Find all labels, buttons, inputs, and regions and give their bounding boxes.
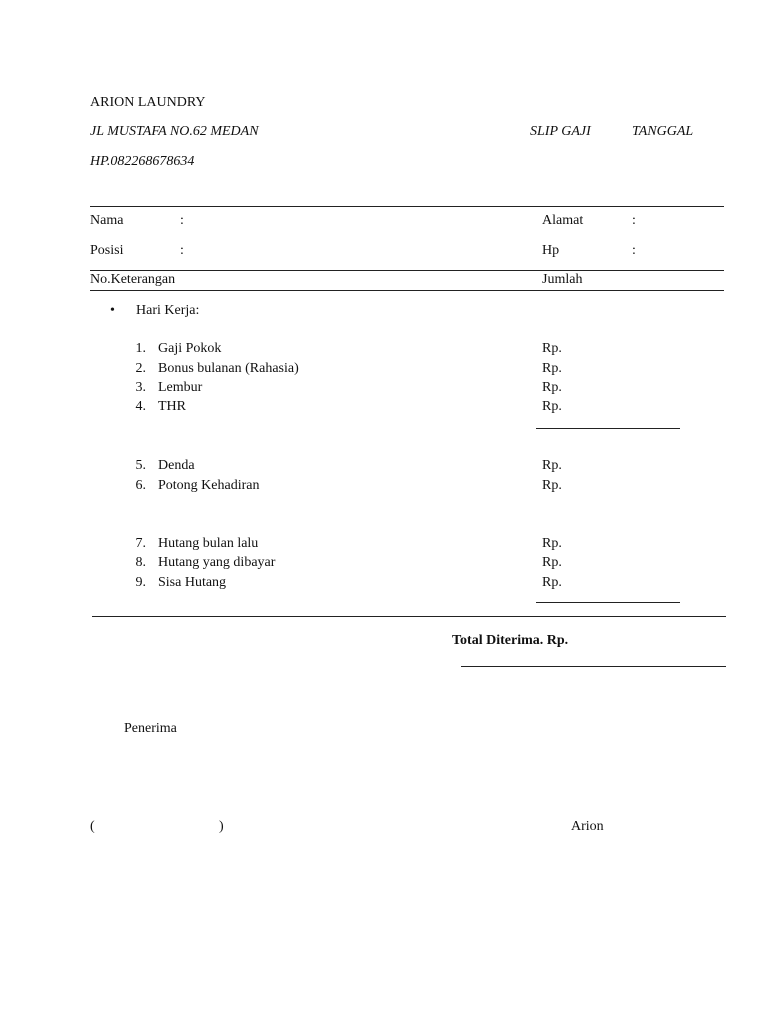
item-amount: Rp. — [542, 399, 562, 414]
item-amount: Rp. — [542, 341, 562, 356]
item-number: 2. — [135, 361, 146, 376]
table-header-top-rule — [90, 270, 724, 271]
item-number: 7. — [135, 536, 146, 551]
item-label: Hutang bulan lalu — [158, 536, 259, 551]
hp-colon: : — [632, 243, 636, 258]
posisi-colon: : — [180, 243, 184, 258]
company-address: JL MUSTAFA NO.62 MEDAN — [90, 124, 259, 139]
hp-label: Hp — [542, 243, 560, 258]
item-amount: Rp. — [542, 380, 562, 395]
item-label: Sisa Hutang — [158, 575, 227, 590]
item-label: Gaji Pokok — [158, 341, 222, 356]
item-number: 3. — [135, 380, 146, 395]
subtotal-rule — [536, 428, 680, 429]
item-label: THR — [158, 399, 186, 414]
signer-name: Arion — [571, 819, 604, 834]
item-label: Denda — [158, 458, 195, 473]
item-number: 9. — [135, 575, 146, 590]
debt-subtotal-rule — [536, 602, 680, 603]
nama-colon: : — [180, 213, 184, 228]
slip-title: SLIP GAJI — [530, 124, 591, 139]
item-number: 4. — [135, 399, 146, 414]
date-label: TANGGAL — [632, 124, 694, 139]
item-label: Hutang yang dibayar — [158, 555, 276, 570]
column-keterangan: No.Keterangan — [90, 272, 176, 287]
items-bottom-rule — [92, 616, 726, 617]
item-number: 8. — [135, 555, 146, 570]
item-amount: Rp. — [542, 536, 562, 551]
section-bullet: • — [110, 303, 115, 318]
item-label: Potong Kehadiran — [158, 478, 260, 493]
total-received-label: Total Diterima. Rp. — [452, 633, 569, 648]
item-label: Lembur — [158, 380, 203, 395]
alamat-label: Alamat — [542, 213, 584, 228]
item-amount: Rp. — [542, 361, 562, 376]
item-amount: Rp. — [542, 555, 562, 570]
item-amount: Rp. — [542, 458, 562, 473]
signature-paren-close: ) — [219, 819, 224, 834]
company-name: ARION LAUNDRY — [90, 95, 206, 110]
total-underline — [461, 666, 726, 667]
item-number: 1. — [135, 341, 146, 356]
posisi-label: Posisi — [90, 243, 124, 258]
item-label: Bonus bulanan (Rahasia) — [158, 361, 299, 376]
receiver-label: Penerima — [124, 721, 177, 736]
alamat-colon: : — [632, 213, 636, 228]
section-hari-kerja: Hari Kerja: — [136, 303, 200, 318]
item-number: 6. — [135, 478, 146, 493]
item-amount: Rp. — [542, 478, 562, 493]
column-jumlah: Jumlah — [542, 272, 583, 287]
nama-label: Nama — [90, 213, 124, 228]
table-header-bottom-rule — [90, 290, 724, 291]
signature-paren-open: ( — [90, 819, 95, 834]
item-number: 5. — [135, 458, 146, 473]
company-phone: HP.082268678634 — [90, 154, 195, 169]
item-amount: Rp. — [542, 575, 562, 590]
header-divider — [90, 206, 724, 207]
